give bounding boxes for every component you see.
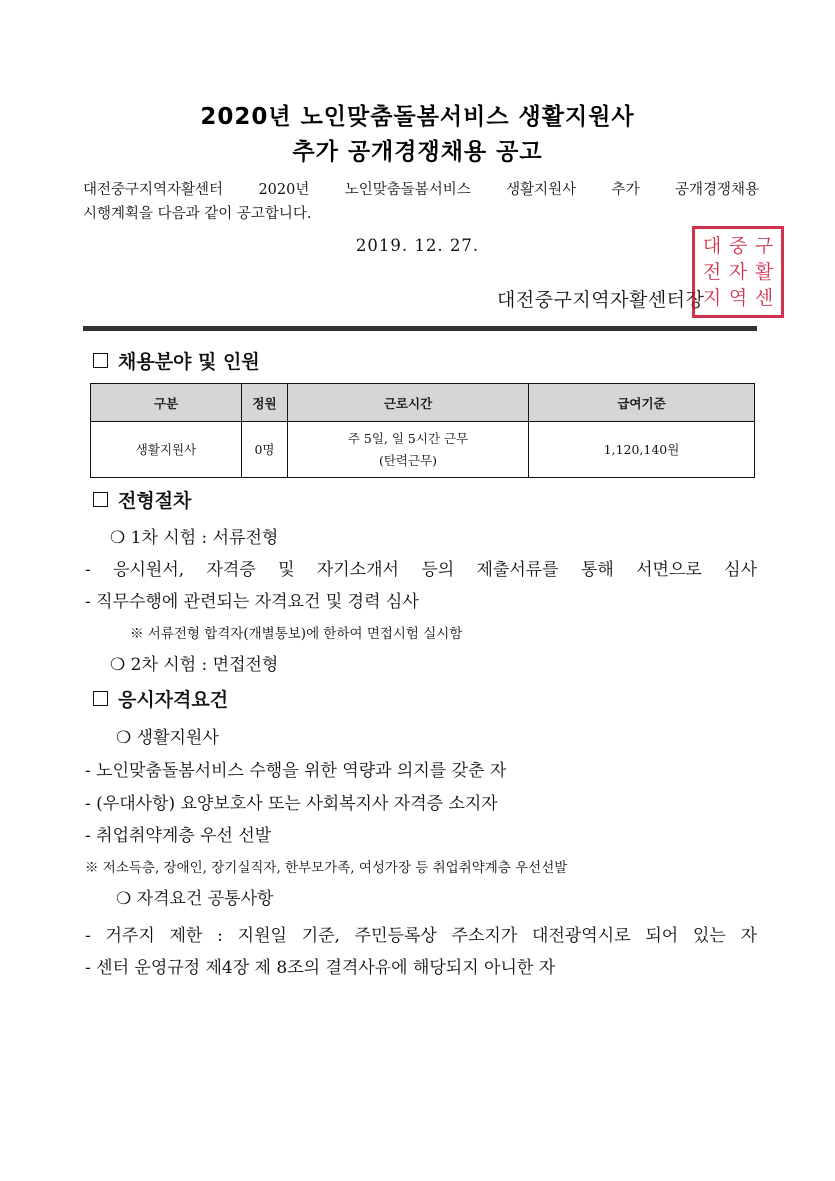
stage1-item: ❍ 1차 시험 : 서류전형 (110, 528, 279, 548)
stage2-item: ❍ 2차 시험 : 면접전형 (110, 655, 279, 675)
document-title-line1: 2020년 노인맞춤돌봄서비스 생활지원사 (200, 104, 635, 130)
intro-paragraph (83, 178, 759, 226)
official-seal-icon: 대 중 구 전 자 활 지 역 센 (692, 226, 784, 318)
eligibility-list-item: - 센터 운영규정 제4장 제 8조의 결격사유에 해당되지 아니한 자 (85, 958, 556, 978)
table-row (91, 422, 755, 478)
announcement-date: 2019. 12. 27. (355, 236, 480, 255)
stage1-list-item: - 직무수행에 관련되는 자격요건 및 경력 심사 (85, 592, 419, 612)
eligibility-list-item: - 거주지 제한 : 지원일 기준, 주민등록상 주소지가 대전광역시로 되어 있는 자 (85, 926, 757, 946)
stage1-list-item: - 응시원서, 자격증 및 자기소개서 등의 제출서류를 통해 서면으로 심사 (85, 560, 757, 580)
col-header-category: 구분 (91, 384, 242, 422)
document-title-line2: 추가 공개경쟁채용 공고 (292, 139, 543, 165)
eligibility-group: ❍ 생활지원사 (116, 728, 219, 748)
eligibility-group: ❍ 자격요건 공통사항 (116, 889, 274, 909)
header-divider (83, 326, 757, 331)
cell-hours: 주 5일, 일 5시간 근무 (탄력근무) (288, 422, 529, 478)
signer-name: 대전중구지역자활센터장 (497, 289, 705, 311)
recruitment-table (90, 383, 755, 478)
eligibility-list-item: - 노인맞춤돌봄서비스 수행을 위한 역량과 의지를 갖춘 자 (85, 761, 507, 781)
section-eligibility-heading: 응시자격요건 (93, 685, 228, 712)
eligibility-list-item: - (우대사항) 요양보호사 또는 사회복지사 자격증 소지자 (85, 794, 498, 814)
section-recruitment-heading: 채용분야 및 인원 (93, 347, 260, 374)
cell-salary: 1,120,140원 (529, 422, 755, 478)
col-header-hours: 근로시간 (288, 384, 529, 422)
checkbox-square-icon (93, 353, 108, 368)
col-header-salary: 급여기준 (529, 384, 755, 422)
eligibility-list-item: - 취업취약계층 우선 선발 (85, 826, 272, 846)
cell-category: 생활지원사 (91, 422, 242, 478)
table-header-row (91, 384, 755, 422)
checkbox-square-icon (93, 691, 108, 706)
eligibility-note: ※ 저소득층, 장애인, 장기실직자, 한부모가족, 여성가장 등 취업취약계층 우선선발 (85, 860, 568, 876)
col-header-quota: 정원 (242, 384, 288, 422)
cell-quota: 0명 (242, 422, 288, 478)
checkbox-square-icon (93, 492, 108, 507)
intro-line2: 시행계획을 다음과 같이 공고합니다. (83, 206, 312, 222)
section-procedure-heading: 전형절차 (93, 486, 191, 513)
intro-line1: 대전중구지역자활센터 2020년 노인맞춤돌봄서비스 생활지원사 추가 공개경쟁채용 (83, 182, 759, 198)
stage1-note: ※ 서류전형 합격자(개별통보)에 한하여 면접시험 실시함 (130, 626, 463, 642)
